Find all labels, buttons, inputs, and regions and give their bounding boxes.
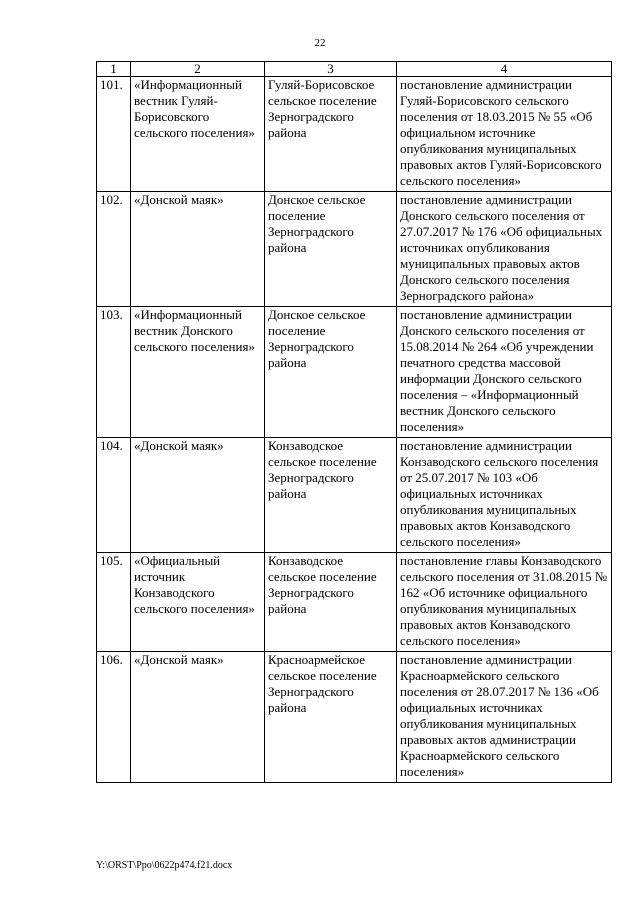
column-header-4: 4 xyxy=(397,62,612,77)
settlement-name: Красноармейское сельское поселение Зерноградского района xyxy=(265,652,397,783)
publication-name: «Официальный источник Конзаводского сельского поселения» xyxy=(131,553,265,652)
publication-name: «Донской маяк» xyxy=(131,652,265,783)
legal-document: постановление администрации Конзаводского сельского поселения от 25.07.2017 № 103 «Об официальных источниках опубликования муниципальных правовых актов Конзаводского сельского поселения» xyxy=(397,438,612,553)
settlement-name: Гуляй-Борисовское сельское поселение Зерноградского района xyxy=(265,77,397,192)
table-row xyxy=(97,192,612,307)
table-row xyxy=(97,307,612,438)
column-header-1: 1 xyxy=(97,62,131,77)
page-number: 22 xyxy=(314,37,326,49)
publication-name: «Информационный вестник Донского сельского поселения» xyxy=(131,307,265,438)
table-row xyxy=(97,77,612,192)
registry-table xyxy=(96,61,612,783)
settlement-name: Донское сельское поселение Зерноградского района xyxy=(265,307,397,438)
row-number: 103. xyxy=(97,307,131,438)
table-row xyxy=(97,438,612,553)
row-number: 101. xyxy=(97,77,131,192)
settlement-name: Конзаводское сельское поселение Зерноградского района xyxy=(265,553,397,652)
table-row xyxy=(97,553,612,652)
row-number: 102. xyxy=(97,192,131,307)
legal-document: постановление администрации Красноармейского сельского поселения от 28.07.2017 № 136 «Об официальных источниках опубликования муниципальных правовых актов администрации Красноармейского сельского поселения» xyxy=(397,652,612,783)
row-number: 104. xyxy=(97,438,131,553)
table-header-row xyxy=(97,62,612,77)
table-row xyxy=(97,652,612,783)
footer-file-path: Y:\ORST\Ppo\0622p474.f21.docx xyxy=(96,860,233,871)
settlement-name: Донское сельское поселение Зерноградского района xyxy=(265,192,397,307)
legal-document: постановление главы Конзаводского сельского поселения от 31.08.2015 № 162 «Об источнике официального опубликования муниципальных правовых актов Конзаводского сельского поселения» xyxy=(397,553,612,652)
column-header-3: 3 xyxy=(265,62,397,77)
row-number: 106. xyxy=(97,652,131,783)
publication-name: «Информационный вестник Гуляй-Борисовского сельского поселения» xyxy=(131,77,265,192)
publication-name: «Донской маяк» xyxy=(131,438,265,553)
settlement-name: Конзаводское сельское поселение Зерноградского района xyxy=(265,438,397,553)
legal-document: постановление администрации Донского сельского поселения от 15.08.2014 № 264 «Об учреждении печатного средства массовой информации Донского сельского поселения – «Информационный вестник Донского сельского поселения» xyxy=(397,307,612,438)
legal-document: постановление администрации Донского сельского поселения от 27.07.2017 № 176 «Об официальных источниках опубликования муниципальных правовых актов Донского сельского поселения Зерноградского района» xyxy=(397,192,612,307)
legal-document: постановление администрации Гуляй-Борисовского сельского поселения от 18.03.2015 № 55 «Об официальном источнике опубликования муниципальных правовых актов Гуляй-Борисовского сельского поселения» xyxy=(397,77,612,192)
row-number: 105. xyxy=(97,553,131,652)
publication-name: «Донской маяк» xyxy=(131,192,265,307)
column-header-2: 2 xyxy=(131,62,265,77)
